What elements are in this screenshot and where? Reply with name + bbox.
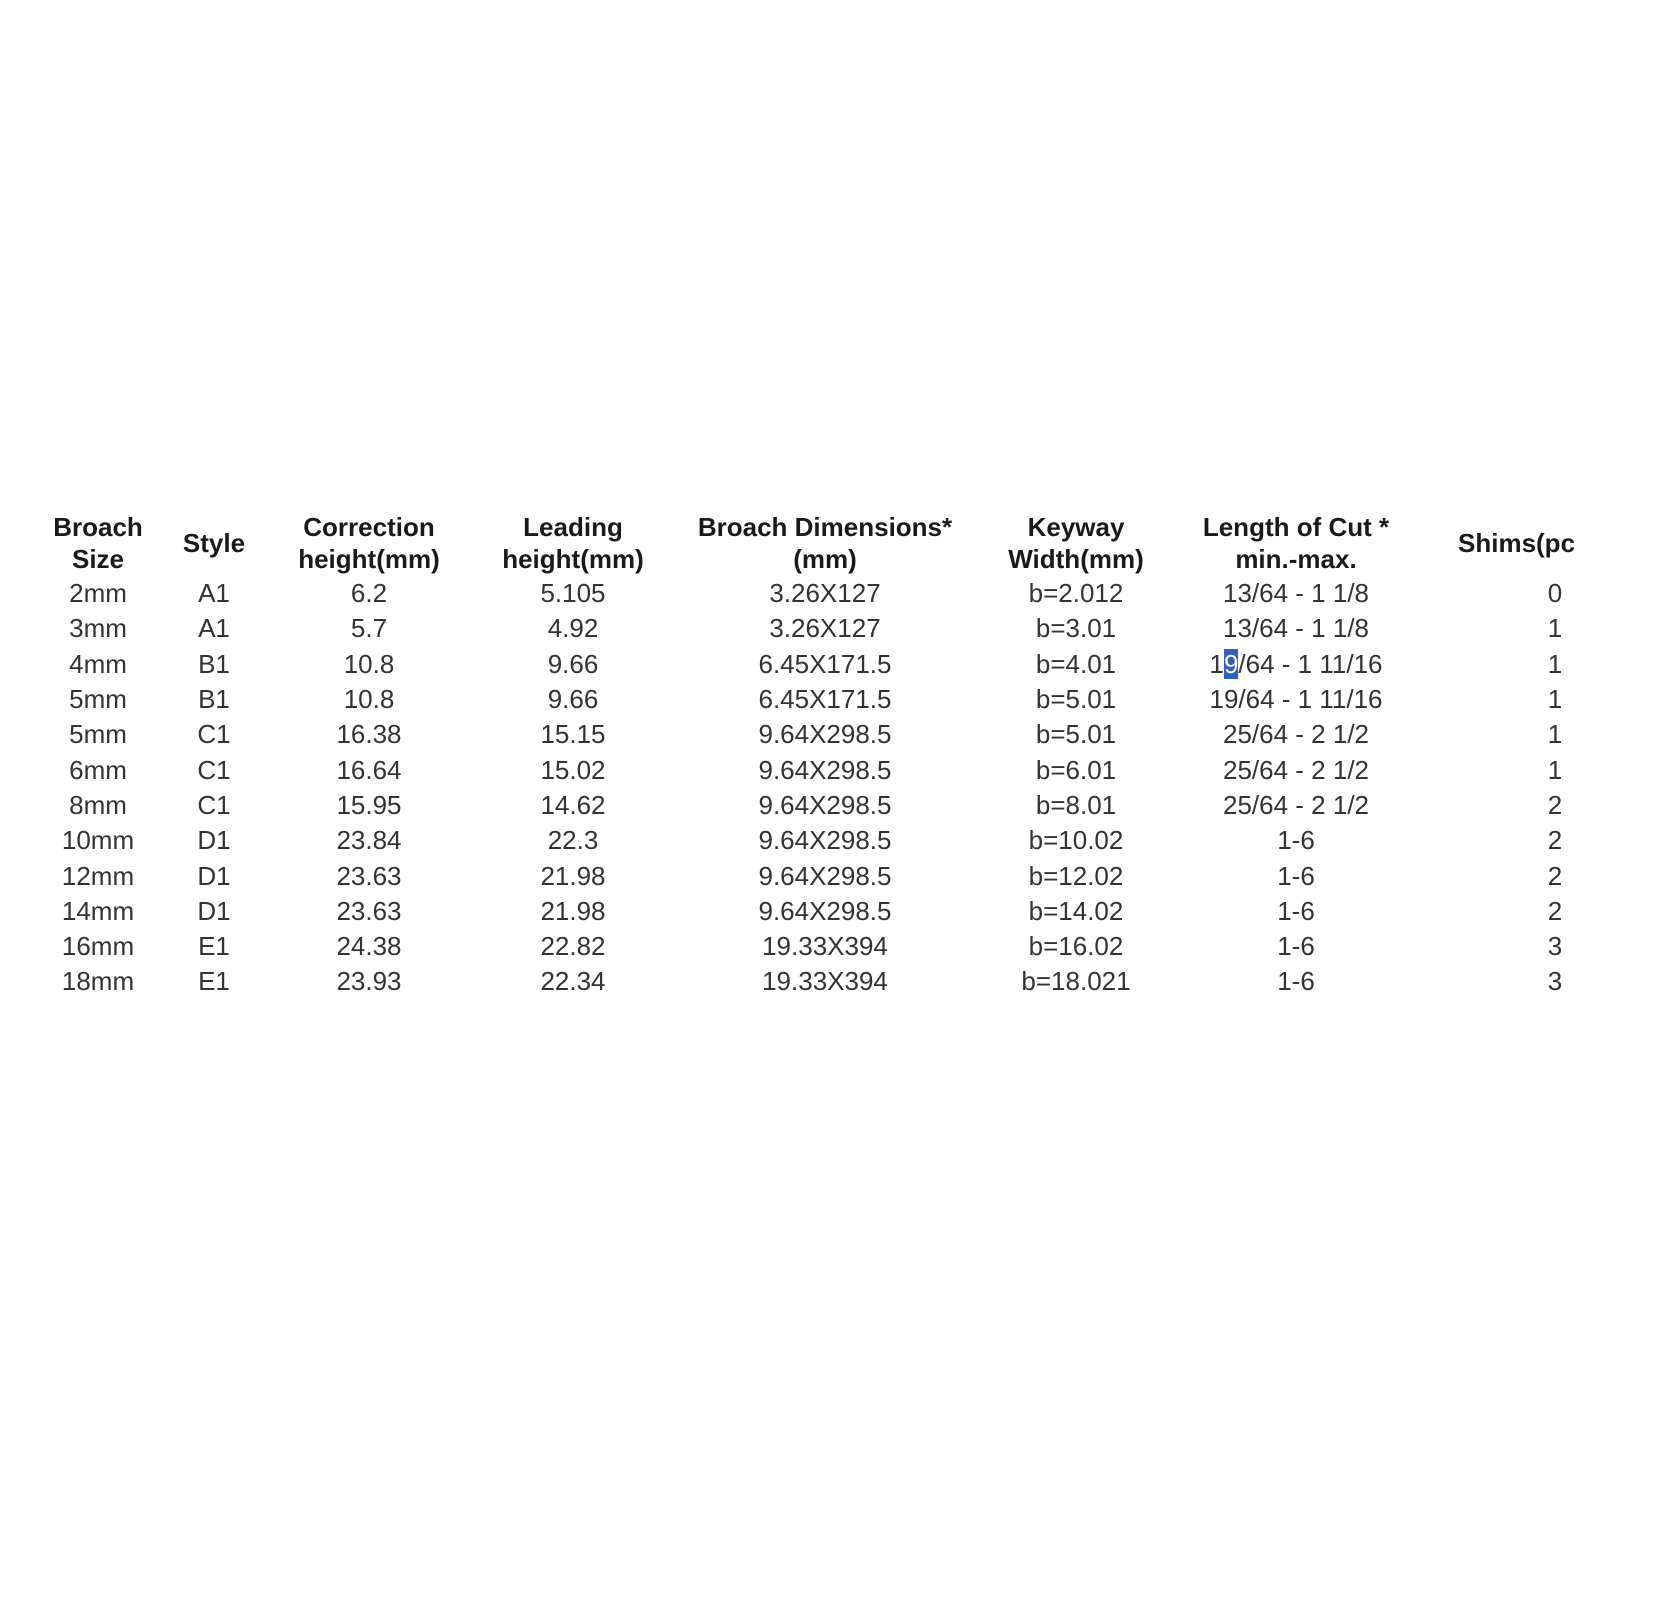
cell-length-of-cut[interactable]: 25/64 - 2 1/2 [1223,754,1369,785]
header-correction-height-line: height(mm) [298,544,440,574]
cell-keyway-width[interactable]: b=3.01 [1035,613,1117,644]
cell-leading-height[interactable]: 9.66 [547,648,599,679]
header-broach-dimensions-line: (mm) [793,544,857,574]
table-row [40,647,1562,682]
cell-shims[interactable]: 3 [1547,931,1563,962]
cell-shims[interactable]: 1 [1547,613,1563,644]
cell-broach-dimensions[interactable]: 9.64X298.5 [758,860,892,891]
cell-style[interactable]: A1 [198,613,230,644]
cell-shims[interactable]: 2 [1547,825,1563,856]
cell-correction-height[interactable]: 24.38 [336,931,402,962]
cell-leading-height[interactable]: 22.3 [547,825,599,856]
cell-correction-height[interactable]: 15.95 [336,789,402,820]
header-broach-dimensions-line: Broach Dimensions* [697,512,953,542]
cell-correction-height[interactable]: 10.8 [343,684,395,715]
header-keyway-width[interactable] [970,511,1182,575]
cell-length-of-cut[interactable]: 19/64 - 1 11/16 [1209,684,1383,715]
header-correction-height-line: Correction [303,512,435,542]
header-leading-height-line: Leading [523,512,623,542]
cell-style[interactable]: A1 [198,578,230,609]
cell-keyway-width[interactable]: b=18.021 [1021,966,1131,997]
cell-length-of-cut[interactable]: 1-6 [1277,895,1315,926]
cell-leading-height[interactable]: 14.62 [540,789,606,820]
cell-broach-dimensions[interactable]: 9.64X298.5 [758,825,892,856]
cell-keyway-width[interactable]: b=16.02 [1028,931,1124,962]
cell-shims[interactable]: 1 [1547,719,1563,750]
cell-leading-height[interactable]: 9.66 [547,684,599,715]
header-length-of-cut[interactable] [1182,511,1410,575]
cell-leading-height[interactable]: 22.82 [540,931,606,962]
cell-length-of-cut[interactable]: 1-6 [1277,931,1315,962]
table-header-row [40,510,1576,576]
cell-keyway-width[interactable]: b=6.01 [1035,754,1117,785]
header-style-line: Style [182,528,246,558]
cell-shims[interactable]: 2 [1547,895,1563,926]
cell-style[interactable]: D1 [197,825,231,856]
header-leading-height[interactable] [466,511,680,575]
cell-length-of-cut[interactable]: 1-6 [1277,966,1315,997]
cell-broach-dimensions[interactable]: 6.45X171.5 [758,648,892,679]
cell-length-of-cut[interactable] [1182,647,1410,682]
cell-keyway-width[interactable]: b=12.02 [1028,860,1124,891]
text-selection[interactable]: 9 [1223,648,1239,679]
header-broach-size-line: Broach [53,512,143,542]
cell-broach-size[interactable]: 4mm [69,648,127,679]
cell-correction-height[interactable]: 16.38 [336,719,402,750]
cell-correction-height[interactable]: 5.7 [350,613,388,644]
cell-shims[interactable]: 2 [1547,789,1563,820]
cell-length-of-cut[interactable]: 25/64 - 2 1/2 [1223,719,1369,750]
header-style[interactable] [156,527,272,559]
cell-keyway-width[interactable]: b=10.02 [1028,825,1124,856]
cell-style[interactable]: D1 [197,860,231,891]
cell-leading-height[interactable]: 21.98 [540,895,606,926]
cell-style[interactable]: D1 [197,895,231,926]
header-shims-line: Shims(pc [1458,528,1576,558]
cell-broach-dimensions[interactable]: 6.45X171.5 [758,684,892,715]
cell-keyway-width[interactable]: b=5.01 [1035,684,1117,715]
header-broach-size-line: Size [71,544,125,574]
header-shims[interactable] [1410,527,1620,559]
table-row [40,788,1562,823]
cell-length-of-cut[interactable]: 1-6 [1277,825,1315,856]
cell-broach-dimensions[interactable]: 9.64X298.5 [758,895,892,926]
table-row [40,823,1562,858]
header-length-of-cut-line: Length of Cut * [1202,512,1390,542]
cell-broach-dimensions[interactable]: 3.26X127 [769,613,881,644]
table-row [40,929,1562,964]
header-length-of-cut-line: min.-max. [1235,544,1357,574]
cell-leading-height[interactable]: 5.105 [540,578,606,609]
cell-broach-dimensions[interactable]: 3.26X127 [769,578,881,609]
cell-correction-height[interactable]: 16.64 [336,754,402,785]
cell-keyway-width[interactable]: b=5.01 [1035,719,1117,750]
cell-shims[interactable]: 1 [1547,754,1563,785]
cell-keyway-width[interactable]: b=4.01 [1035,648,1117,679]
header-broach-dimensions[interactable] [680,511,970,575]
cell-style[interactable]: E1 [198,931,230,962]
cell-shims[interactable]: 0 [1547,578,1563,609]
table-row [40,858,1562,893]
cell-broach-dimensions[interactable]: 9.64X298.5 [758,789,892,820]
table-row [40,576,1562,611]
cell-correction-height[interactable]: 23.63 [336,895,402,926]
table-body [40,576,1562,1000]
cell-broach-size[interactable]: 2mm [69,578,127,609]
header-leading-height-line: height(mm) [502,544,644,574]
cell-leading-height[interactable]: 21.98 [540,860,606,891]
header-keyway-width-line: Keyway [1027,512,1125,542]
cell-style[interactable]: C1 [197,754,231,785]
cell-style[interactable]: C1 [197,789,231,820]
cell-broach-size[interactable]: 18mm [61,966,135,997]
table-row [40,682,1562,717]
cell-leading-height[interactable]: 15.15 [540,719,606,750]
cell-length-of-cut[interactable]: 13/64 - 1 1/8 [1223,578,1369,609]
cell-style[interactable]: B1 [198,684,230,715]
cell-broach-dimensions[interactable]: 9.64X298.5 [758,754,892,785]
cell-broach-size[interactable]: 10mm [61,825,135,856]
cell-broach-size[interactable]: 5mm [69,719,127,750]
cell-keyway-width[interactable]: b=2.012 [1028,578,1124,609]
cell-leading-height[interactable]: 4.92 [547,613,599,644]
cell-shims[interactable]: 1 [1547,648,1563,679]
cell-correction-height[interactable]: 10.8 [343,648,395,679]
cell-correction-height[interactable]: 23.84 [336,825,402,856]
header-keyway-width-line: Width(mm) [1008,544,1144,574]
cell-style[interactable]: B1 [198,648,230,679]
cell-correction-height[interactable]: 23.93 [336,966,402,997]
cell-shims[interactable]: 2 [1547,860,1563,891]
cell-length-of-cut[interactable]: 13/64 - 1 1/8 [1223,613,1369,644]
broach-spec-table [40,510,1576,1000]
cell-style[interactable]: C1 [197,719,231,750]
cell-broach-dimensions[interactable]: 19.33X394 [762,931,888,962]
cell-shims[interactable]: 3 [1547,966,1563,997]
cell-shims[interactable]: 1 [1547,684,1563,715]
header-correction-height[interactable] [272,511,466,575]
cell-keyway-width[interactable]: b=14.02 [1028,895,1124,926]
cell-length-of-cut[interactable]: 25/64 - 2 1/2 [1223,789,1369,820]
cell-text-before-selection: 1 [1209,648,1224,679]
cell-broach-dimensions[interactable]: 9.64X298.5 [758,719,892,750]
cell-broach-size[interactable]: 5mm [69,684,127,715]
cell-correction-height[interactable]: 6.2 [350,578,388,609]
cell-broach-size[interactable]: 16mm [61,931,135,962]
cell-correction-height[interactable]: 23.63 [336,860,402,891]
cell-broach-size[interactable]: 12mm [61,860,135,891]
cell-broach-dimensions[interactable]: 19.33X394 [762,966,888,997]
cell-length-of-cut[interactable]: 1-6 [1277,860,1315,891]
table-row [40,964,1562,999]
table-row [40,717,1562,752]
cell-leading-height[interactable]: 22.34 [540,966,606,997]
cell-keyway-width[interactable]: b=8.01 [1035,789,1117,820]
cell-broach-size[interactable]: 6mm [69,754,127,785]
cell-broach-size[interactable]: 8mm [69,789,127,820]
table-row [40,611,1562,646]
cell-broach-size[interactable]: 14mm [61,895,135,926]
cell-broach-size[interactable]: 3mm [69,613,127,644]
cell-style[interactable]: E1 [198,966,230,997]
table-row [40,894,1562,929]
cell-leading-height[interactable]: 15.02 [540,754,606,785]
table-row [40,752,1562,787]
cell-text-after-selection: /64 - 1 11/16 [1238,648,1383,679]
header-broach-size[interactable] [40,511,156,575]
